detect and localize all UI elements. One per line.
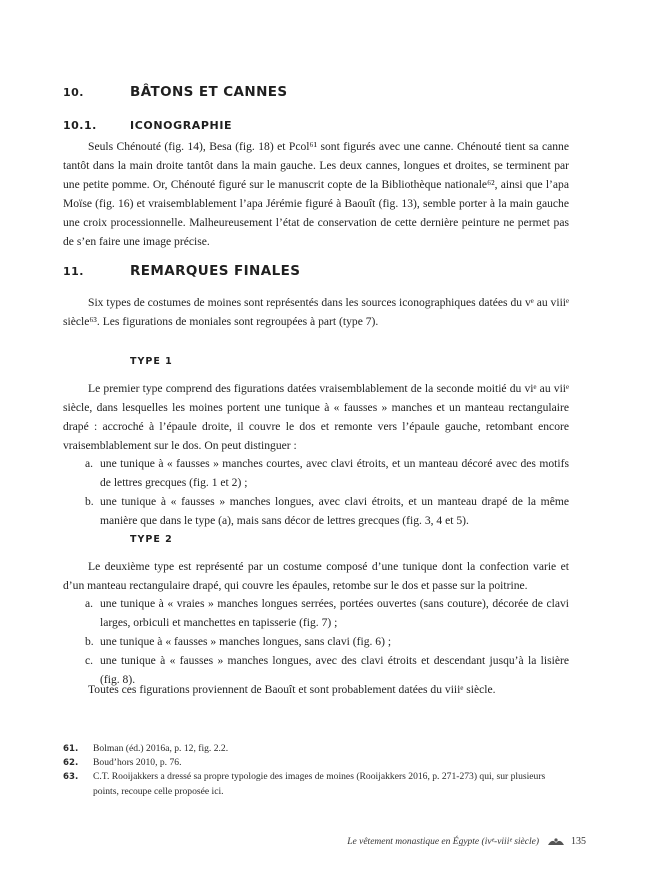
- running-footer: [347, 836, 586, 847]
- page-number: 135: [571, 836, 586, 847]
- section-number: 10.: [63, 86, 84, 99]
- type-1-intro: Le premier type comprend des figurations datées vraisemblablement de la seconde moitié du viᵉ au viiᵉ siècle, dans lesquelles les moines portent une tunique à « fausses » manches et un manteau rectangulaire drapé : accroché à l’épaule droite, il couvre le dos et remonte vers l’épaule gauche, retombant encore vraisemblablement sur le dos. On peut distinguer :: [63, 382, 569, 452]
- section-title: BÂTONS ET CANNES: [130, 84, 288, 100]
- type-2-list: [63, 595, 569, 690]
- type-2-intro: Le deuxième type est représenté par un costume composé d’une tunique dont la confection varie et d’un manteau rectangulaire drapé, qui couvre les épaules, retombe sur le dos et passe sur la poitrine.: [63, 560, 569, 592]
- footnotes: [63, 742, 569, 799]
- list-item: b. une tunique à « fausses » manches longues, sans clavi (fig. 6) ;: [85, 634, 392, 648]
- running-title: Le vêtement monastique en Égypte (ivᵉ-viiiᵉ siècle): [347, 836, 539, 847]
- section-heading-11: [63, 263, 300, 279]
- subsection-number: 10.1.: [63, 119, 97, 132]
- section-number: 11.: [63, 265, 84, 278]
- section-title: REMARQUES FINALES: [130, 263, 301, 279]
- subsection-title: ICONOGRAPHIE: [130, 119, 233, 132]
- type-2-heading: TYPE 2: [130, 534, 173, 545]
- type-1-list: [63, 455, 569, 531]
- paragraph-final-remarks: Six types de costumes de moines sont représentés dans les sources iconographiques datées du vᵉ au viiiᵉ siècle⁶³. Les figurations de moniales sont regroupées à part (type 7).: [63, 296, 569, 328]
- list-item: c. une tunique à « fausses » manches longues, avec des clavi étroits et descendant jusqu’à la lisière (fig. 8).: [85, 653, 569, 686]
- list-item: b. une tunique à « fausses » manches longues, avec clavi étroits, et un manteau drapé de la même manière que dans le type (a), mais sans décor de lettres grecques (fig. 3, 4 et 5).: [85, 494, 569, 527]
- type-2-closing: Toutes ces figurations proviennent de Baouît et sont probablement datées du viiiᵉ siècle.: [88, 683, 496, 696]
- subsection-heading-10-1: [63, 119, 232, 132]
- list-item: a. une tunique à « fausses » manches courtes, avec clavi étroits, et un manteau décoré avec des motifs de lettres grecques (fig. 1 et 2) ;: [85, 457, 569, 489]
- footnote: 63. C.T. Rooijakkers a dressé sa propre typologie des images de moines (Rooijakkers 2016, p. 271-273) qui, sur plusieurs points, recoupe celle proposée ici.: [63, 771, 546, 797]
- type-1-heading: TYPE 1: [130, 356, 173, 367]
- footnote: 62. Boud’hors 2010, p. 76.: [63, 757, 182, 769]
- section-heading-10: [63, 84, 288, 100]
- list-item: a. une tunique à « vraies » manches longues serrées, portées ouvertes (sans couture), décorée de clavi larges, orbiculi et manchettes en tapisserie (fig. 7) ;: [85, 597, 569, 629]
- paragraph-iconography: Seuls Chénouté (fig. 14), Besa (fig. 18) et Pcol⁶¹ sont figurés avec une canne. Chénouté tient sa canne tantôt dans la main droite tantôt dans la main gauche. Les deux cannes, longues et droites, se terminent par une petite pomme. Or, Chénouté figuré sur le manuscrit copte de la Bibliothèque nationale⁶², ainsi que l’apa Moïse (fig. 16) et vraisemblablement l’apa Jérémie figuré à Baouît (fig. 13), semble porter à la main gauche une croix processionnelle. Malheureusement l’état de conservation de cette dernière peinture ne permet pas de s’en faire une image précise.: [63, 140, 569, 248]
- footnote: 61. Bolman (éd.) 2016a, p. 12, fig. 2.2.: [63, 743, 229, 754]
- fleuron-icon: [547, 837, 565, 847]
